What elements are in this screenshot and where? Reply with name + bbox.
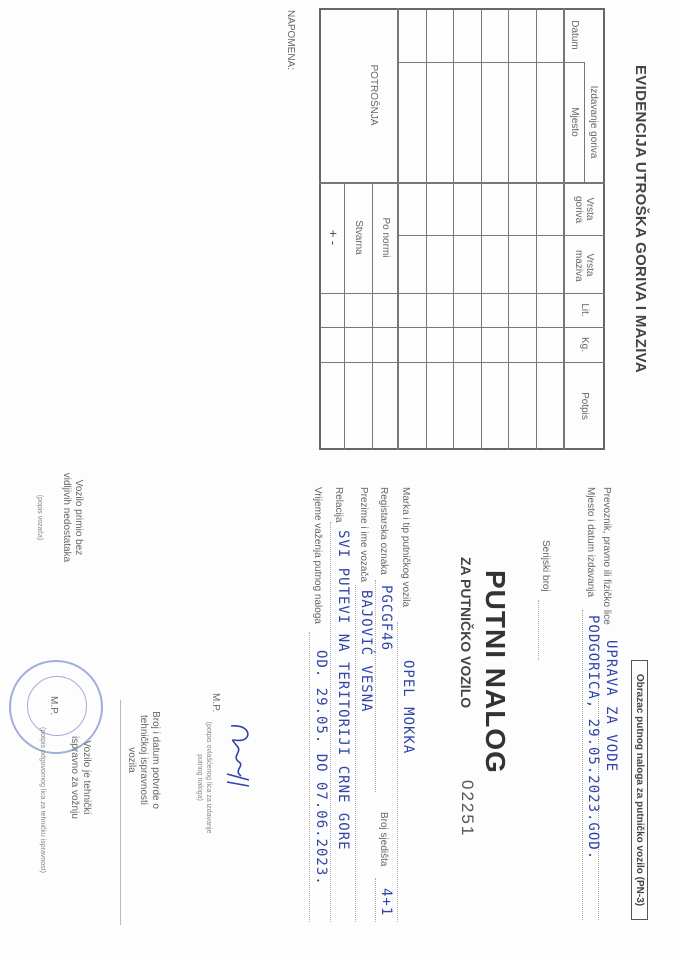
field-underline — [397, 622, 398, 922]
vrijeme-label: Vrijeme važenja putnog naloga — [312, 487, 323, 624]
field-underline — [355, 585, 356, 922]
header-mjesto: Mjesto — [569, 107, 580, 137]
header-datum: Datum — [569, 20, 580, 50]
document-subtitle: ZA PUTNIČKO VOZILO — [458, 557, 474, 709]
field-underline — [375, 878, 376, 922]
table-line — [453, 8, 454, 450]
header-vrsta-maziva: Vrsta maziva — [573, 250, 595, 282]
header-izdavanje-goriva: Izdavanje goriva — [588, 85, 599, 159]
document-number: 02251 — [458, 780, 477, 838]
table-line — [398, 8, 400, 450]
table-line — [344, 182, 345, 450]
relacija-value[interactable]: SVI PUTEVI NA TERITORIJI CRNE GORE — [335, 530, 351, 851]
technical-signature-caption: (potpis odgovornog lica za tehničku ispravnost) — [39, 727, 46, 873]
po-normi-label: Po normi — [380, 217, 391, 258]
field-underline — [538, 600, 539, 660]
registarska-value[interactable]: PGCGF46 — [378, 585, 394, 652]
mjesto-value[interactable]: PODGORICA, 29.05.2023.GOD. — [585, 615, 601, 861]
table-line — [564, 8, 566, 450]
vozilo-primio-label: Vozilo primio bez vidljivih nedostataka — [61, 472, 84, 563]
document-title: PUTNI NALOG — [480, 570, 511, 774]
vozac-value[interactable]: BAJOVIĆ VESNA — [358, 590, 374, 713]
driver-signature-caption: (popis vozača) — [36, 494, 43, 541]
relacija-label: Relacija — [333, 487, 344, 523]
vrijeme-value[interactable]: OD. 29.05. DO 07.06.2023. — [313, 650, 329, 886]
table-line — [319, 362, 605, 363]
table-line — [399, 235, 605, 236]
table-line — [372, 182, 373, 450]
table-line — [508, 8, 509, 450]
registarska-label: Registarska oznaka — [378, 487, 389, 575]
mp-label-issuer: M.P. — [210, 693, 221, 713]
field-underline — [375, 580, 376, 792]
mjesto-label: Mjesto i datum izdavanja — [585, 487, 596, 598]
field-underline — [309, 632, 310, 922]
header-vrsta-goriva: Vrsta goriva — [573, 196, 595, 224]
issuer-signature-caption: (potpis ovlašćenog lica za izdavanje putnog naloga) — [196, 721, 212, 834]
form-code-box: Obrazac putnog naloga za putničko vozilo (PN-3) — [631, 660, 648, 920]
napomena-label: NAPOMENA: — [285, 10, 296, 71]
vozac-label: Prezime i ime vozača — [358, 487, 369, 583]
table-line — [481, 8, 482, 450]
header-lit: Lit. — [579, 303, 590, 317]
mp-label-technical: M.P. — [48, 696, 59, 716]
fuel-log-title: EVIDENCIJA UTROŠKA GORIVA I MAZIVA — [632, 65, 649, 373]
stvarna-label: Stvarna — [353, 220, 364, 255]
prevoznik-label: Prevoznik, pravno ili fizičko lice — [601, 487, 612, 625]
sjedista-label: Broj sjedišta — [378, 812, 389, 867]
table-line — [584, 62, 585, 182]
serijski-label: Serijski broj — [540, 540, 551, 592]
table-line — [426, 8, 427, 450]
field-underline — [330, 522, 331, 922]
tehnicki-ispravno-label: Vozilo je tehnički ispravno za vožnju — [69, 736, 92, 819]
marka-label: Marka i tip putničkog vozila — [400, 487, 411, 608]
table-line — [319, 293, 605, 294]
marka-value[interactable]: OPEL MOKKA — [400, 660, 416, 755]
issuer-signature — [223, 722, 257, 792]
header-potpis: Potpis — [579, 392, 590, 420]
table-line — [536, 8, 537, 450]
potvrda-label: Broj i datum potvrde o tehničkoj ispravnosti vozila — [126, 711, 161, 809]
potrosnja-label: POTROŠNJA — [368, 64, 379, 126]
field-underline — [582, 610, 583, 920]
field-underline — [120, 700, 121, 925]
table-line — [399, 62, 585, 63]
prevoznik-value[interactable]: UPRAVA ZA VODE — [603, 640, 619, 773]
header-kg: Kg. — [579, 336, 590, 352]
sjedista-value[interactable]: 4+1 — [378, 888, 394, 917]
table-line — [319, 327, 605, 328]
plus-minus-label: + - — [326, 229, 341, 246]
